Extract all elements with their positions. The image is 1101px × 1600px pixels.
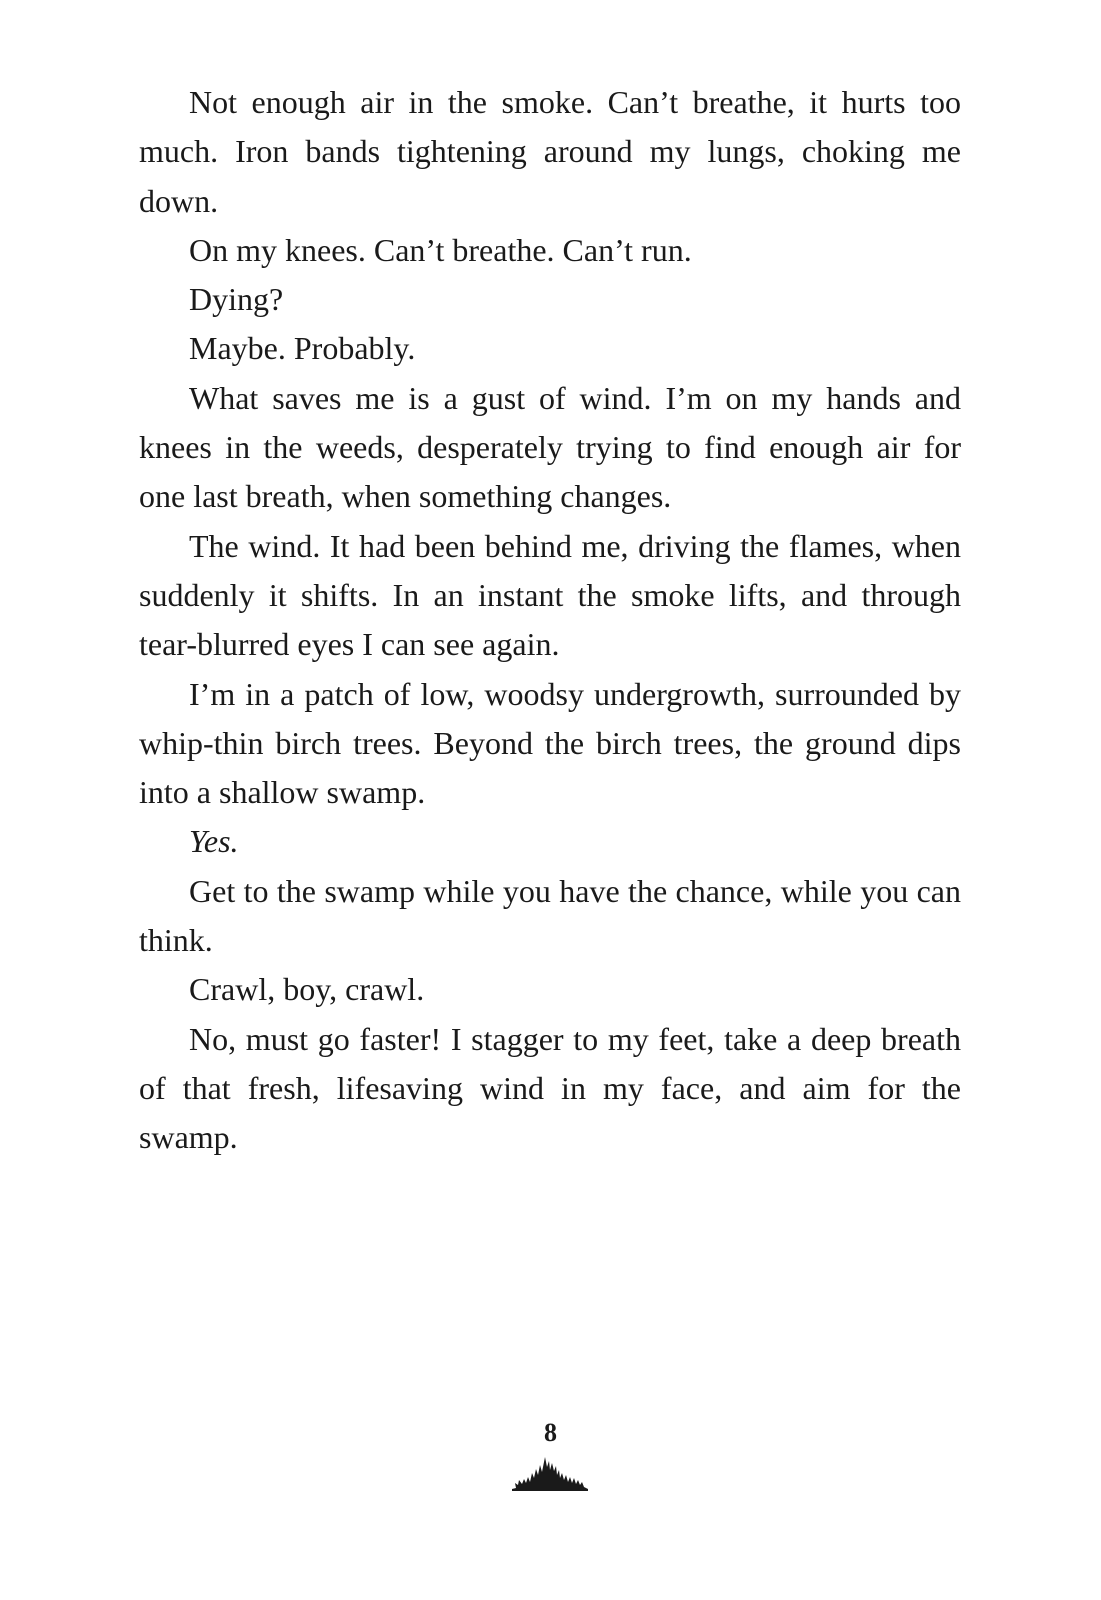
paragraph-italic: Yes. bbox=[189, 823, 239, 860]
paragraph: Dying? bbox=[189, 281, 284, 318]
flame-icon bbox=[512, 1455, 588, 1491]
paragraph: Crawl, boy, crawl. bbox=[189, 971, 425, 1008]
paragraph: Get to the swamp while you have the chance, while you can think. bbox=[139, 872, 961, 959]
body-text bbox=[139, 78, 961, 1163]
paragraph: Not enough air in the smoke. Can’t breathe, it hurts too much. Iron bands tightening around my lungs, choking me down. bbox=[139, 84, 961, 219]
paragraph: What saves me is a gust of wind. I’m on my hands and knees in the weeds, desperately trying to find enough air for one last breath, when something changes. bbox=[139, 379, 961, 515]
paragraph: I’m in a patch of low, woodsy undergrowth, surrounded by whip-thin birch trees. Beyond the birch trees, the ground dips into a shallow swamp. bbox=[139, 675, 961, 811]
paragraph: The wind. It had been behind me, driving the flames, when suddenly it shifts. In an instant the smoke lifts, and through tear-blurred eyes I can see again. bbox=[139, 527, 961, 663]
paragraph: No, must go faster! I stagger to my feet, take a deep breath of that fresh, lifesaving wind in my face, and aim for the swamp. bbox=[139, 1020, 961, 1156]
page-number: 8 bbox=[544, 1418, 557, 1447]
paragraph: On my knees. Can’t breathe. Can’t run. bbox=[189, 231, 692, 268]
paragraph: Maybe. Probably. bbox=[189, 330, 416, 367]
